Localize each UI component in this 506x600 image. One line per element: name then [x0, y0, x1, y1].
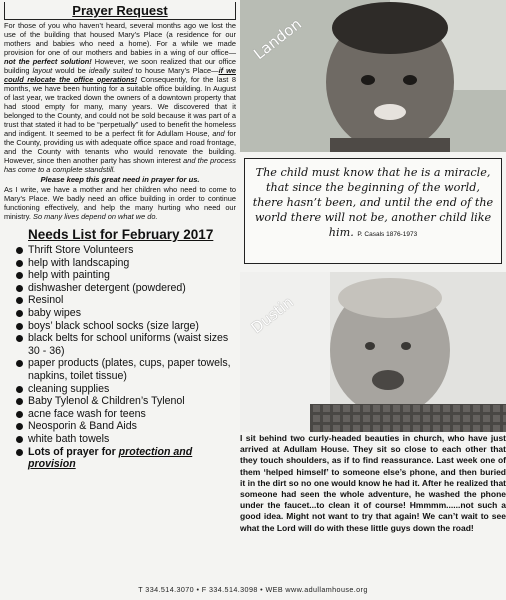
list-item: Resinol — [16, 294, 236, 307]
prayer-center-line: Please keep this great need in prayer for us. — [40, 175, 200, 184]
photo-label-landon: Landon — [250, 14, 305, 64]
needs-list — [4, 244, 236, 471]
list-item: white bath towels — [16, 433, 236, 446]
list-item: Thrift Store Volunteers — [16, 244, 236, 257]
photo-label-dustin: Dustin — [247, 292, 297, 338]
list-item: paper products (plates, cups, paper towels, napkins, toilet tissue) — [16, 357, 236, 382]
list-item: help with painting — [16, 269, 236, 282]
list-item: black belts for school uniforms (waist sizes 30 - 36) — [16, 332, 236, 357]
list-item-prayer: Lots of prayer for protection and provision — [16, 446, 236, 471]
prayer-request-title: Prayer Request — [4, 2, 236, 20]
prayer-request-body: For those of you who haven’t heard, several months ago we lost the use of the building that housed Mary’s Place (a residence for our mothers and babies who need a home). For a while we made provision for one of our mothers and babies in a wing of our office—not the perfect solution! However, we soon realized that our office building layout would be ideally suited to house Mary’s Place—if we could relocate the office operations! Consequently, for the last 8 months, we have been hunting for a suitable office building. In August of last year, we tracked down the owners of a downtown property that had stood empty for many, many years. We discovered that it belonged to the County, and could not be sold because it was part of a trust that stated it had to be “perpetually” used to benefit the homeless and indigent. It seemed to be a perfect fit for Adullam House, and for the County, providing us with adequate office space and road frontage, and the County with tenants who would renovate the building. However, since then another party has shown interest and the process has come to a complete standstill. — [4, 21, 237, 174]
quote-box — [244, 158, 502, 264]
story-text: I sit behind two curly-headed beauties in church, who have just arrived at Adullam House. They sit so close to each other that they touch shoulders, as if to find reassurance. Last week one of them ‘helped himself’ to someone else’s phone, and then buried it in the dirt so no one would know he had it. After he realized that someone had seen the whole adventure, he washed the phone under the faucet...to clean it of course! Hmmmm......not such a good idea. Might not want to try that again! We can’t wait to see what the Lord will do with these little guys down the road! — [240, 433, 506, 533]
list-item: boys’ black school socks (size large) — [16, 320, 236, 333]
list-item: Baby Tylenol & Children’s Tylenol — [16, 395, 236, 408]
photo-dustin — [240, 272, 506, 432]
quote-text: The child must know that he is a miracle, that since the beginning of the world, there hasn’t been, and until the end of the world there will not be, another child like him. P. Casals 1876-1973 — [252, 166, 494, 239]
list-item: baby wipes — [16, 307, 236, 320]
footer-contact: T 334.514.3070 • F 334.514.3098 • WEB www.adullamhouse.org — [138, 585, 368, 594]
photo-landon — [240, 0, 506, 152]
list-item: cleaning supplies — [16, 383, 236, 396]
child-photo-illustration — [240, 0, 506, 152]
needs-list-title: Needs List for February 2017 — [28, 227, 214, 242]
quote-attribution: P. Casals 1876-1973 — [357, 231, 418, 238]
list-item: Neosporin & Band Aids — [16, 420, 236, 433]
left-column — [4, 0, 236, 471]
list-item: dishwasher detergent (powdered) — [16, 282, 236, 295]
list-item: acne face wash for teens — [16, 408, 236, 421]
prayer-request-body-2: As I write, we have a mother and her children who need to come to Mary’s Place. We badly need an office building in order to continue functioning effectively, and help the many hurting who need our ministry. So many lives depend on what we do. — [4, 185, 236, 221]
list-item: help with landscaping — [16, 257, 236, 270]
